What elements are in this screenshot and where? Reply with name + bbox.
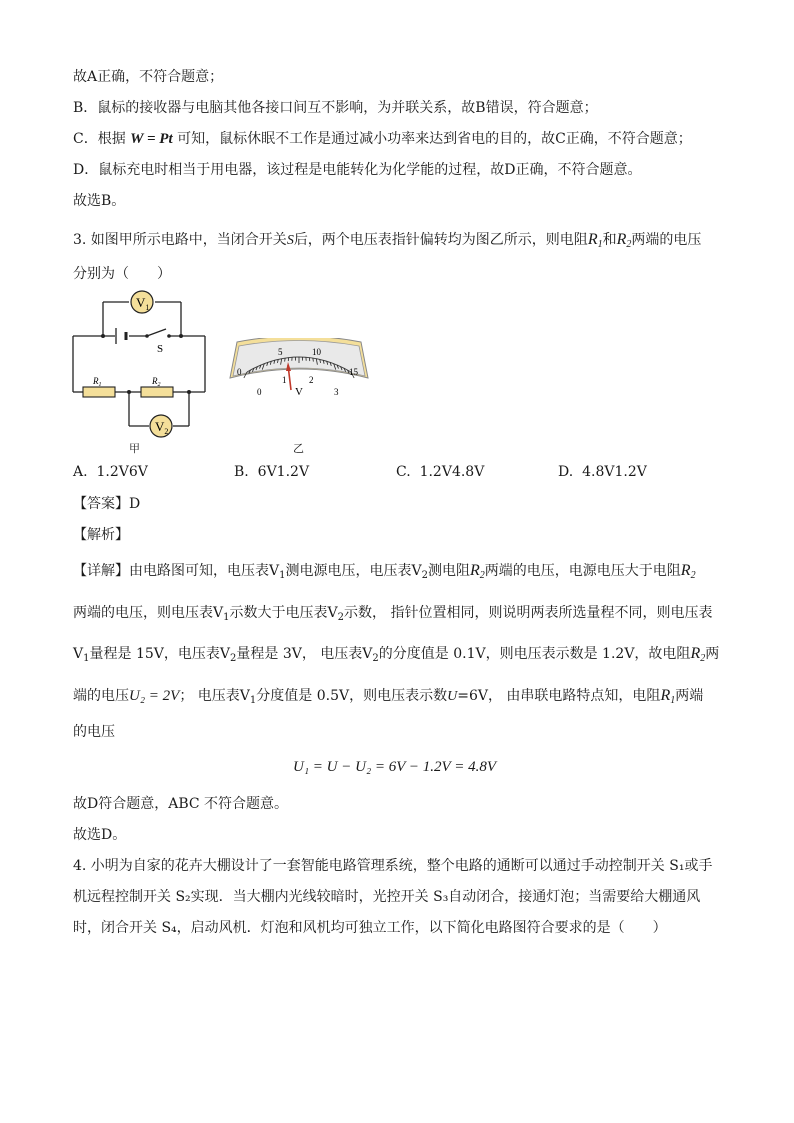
svg-text:15: 15 <box>349 367 358 377</box>
option-d[interactable]: D. 4.8V1.2V <box>558 464 647 480</box>
text-line <box>73 129 692 149</box>
svg-text:1: 1 <box>282 375 287 385</box>
svg-text:R1: $R_1$ <box>93 376 102 388</box>
text-fragment: C．根据 <box>73 131 126 147</box>
conclusion-2: 故选D。 <box>73 827 127 843</box>
option-b[interactable]: B. 6V1.2V <box>234 464 310 480</box>
svg-text:V1: $V_1$ <box>136 295 150 312</box>
formula: W = Pt <box>130 131 173 147</box>
text-line: B．鼠标的接收器与电脑其他各接口间互不影响，为并联关系，故B错误，符合题意； <box>73 100 598 116</box>
resistor-r2 <box>141 387 173 397</box>
svg-text:0: 0 <box>257 387 262 397</box>
var-r2: $R_2$ <box>616 231 632 250</box>
svg-text:2: 2 <box>309 375 314 385</box>
svg-text:R2: $R_2$ <box>152 376 161 388</box>
detail-line-5: 的电压 <box>73 724 115 740</box>
text-fragment: 后，两个电压表指针偏转均为图乙所示，则电阻 <box>293 232 588 248</box>
option-a[interactable]: A. 1.2V6V <box>73 464 148 480</box>
question-4-line-1: 4. 小明为自家的花卉大棚设计了一套智能电路管理系统，整个电路的通断可以通过手动控制开关 S₁或手 <box>73 858 713 874</box>
detail-line-2: 两端的电压，则电压表$V_1$示数大于电压表$V_2$示数， 指针位置相同，则说明两表所选量程不同，则电压表 <box>73 605 713 623</box>
figure-label-yi: 乙 <box>293 442 304 455</box>
text-fragment: 可知，鼠标休眠不工作是通过减小功率来达到省电的目的，故C正确，不符合题意； <box>177 131 692 147</box>
voltmeter-dial <box>225 338 373 406</box>
question-4-line-3: 时，闭合开关 S₄，启动风机．灯泡和风机均可独立工作，以下简化电路图符合要求的是（ ） <box>73 920 667 936</box>
question-3-stem <box>73 230 701 251</box>
var-s: S <box>286 233 294 248</box>
var-r1: $R_1$ <box>587 231 603 250</box>
detail-line-3: $V_1$量程是 15V，电压表$V_2$量程是 3V， 电压表$V_2$的分度值是 0.1V，则电压表示数是 1.2V，故电阻$R_2$两 <box>73 645 720 664</box>
text-fragment: 两端的电压 <box>631 232 702 248</box>
text-line: 故A正确，不符合题意； <box>73 69 224 85</box>
svg-text:10: 10 <box>312 347 321 357</box>
detail-line-4: 端的电压U₂ = 2V； 电压表$V_1$分度值是 0.5V，则电压表示数U=6V， 由串联电路特点知，电阻$R_1$两端 <box>73 687 704 706</box>
option-c[interactable]: C. 1.2V4.8V <box>396 464 485 480</box>
text-line: D．鼠标充电时相当于用电器，该过程是电能转化为化学能的过程，故D正确，不符合题意。 <box>73 162 642 178</box>
circuit-diagram <box>65 288 215 438</box>
detail-line-1: 【详解】由电路图可知，电压表$V_1$测电源电压，电压表$V_2$测电阻$R_2$两端的电压，电源电压大于电阻$R_2$ <box>73 562 696 581</box>
text-fragment: 3. 如图甲所示电路中，当闭合开关 <box>73 232 287 248</box>
equation: U₁ = U − U₂ = 6V − 1.2V = 4.8V <box>293 759 496 775</box>
svg-text:3: 3 <box>334 387 339 397</box>
switch-label: S <box>157 343 164 355</box>
text-fragment: 和 <box>602 232 617 248</box>
question-4-line-2: 机远程控制开关 S₂实现．当大棚内光线较暗时，光控开关 S₃自动闭合，接通灯泡；当需要给大棚通风 <box>73 889 701 905</box>
figure-label-jia: 甲 <box>129 442 140 455</box>
analysis-heading: 【解析】 <box>73 527 129 543</box>
text-line: 故选B。 <box>73 193 126 209</box>
svg-text:V: V <box>295 386 303 398</box>
resistor-r1 <box>83 387 115 397</box>
svg-text:0: 0 <box>237 367 242 377</box>
conclusion-1: 故D符合题意，ABC 不符合题意。 <box>73 796 289 812</box>
question-3-stem-2: 分别为（ ） <box>73 266 171 282</box>
svg-text:V2: $V_2$ <box>155 419 169 436</box>
svg-text:5: 5 <box>278 347 283 357</box>
answer: 【答案】D <box>73 496 141 512</box>
